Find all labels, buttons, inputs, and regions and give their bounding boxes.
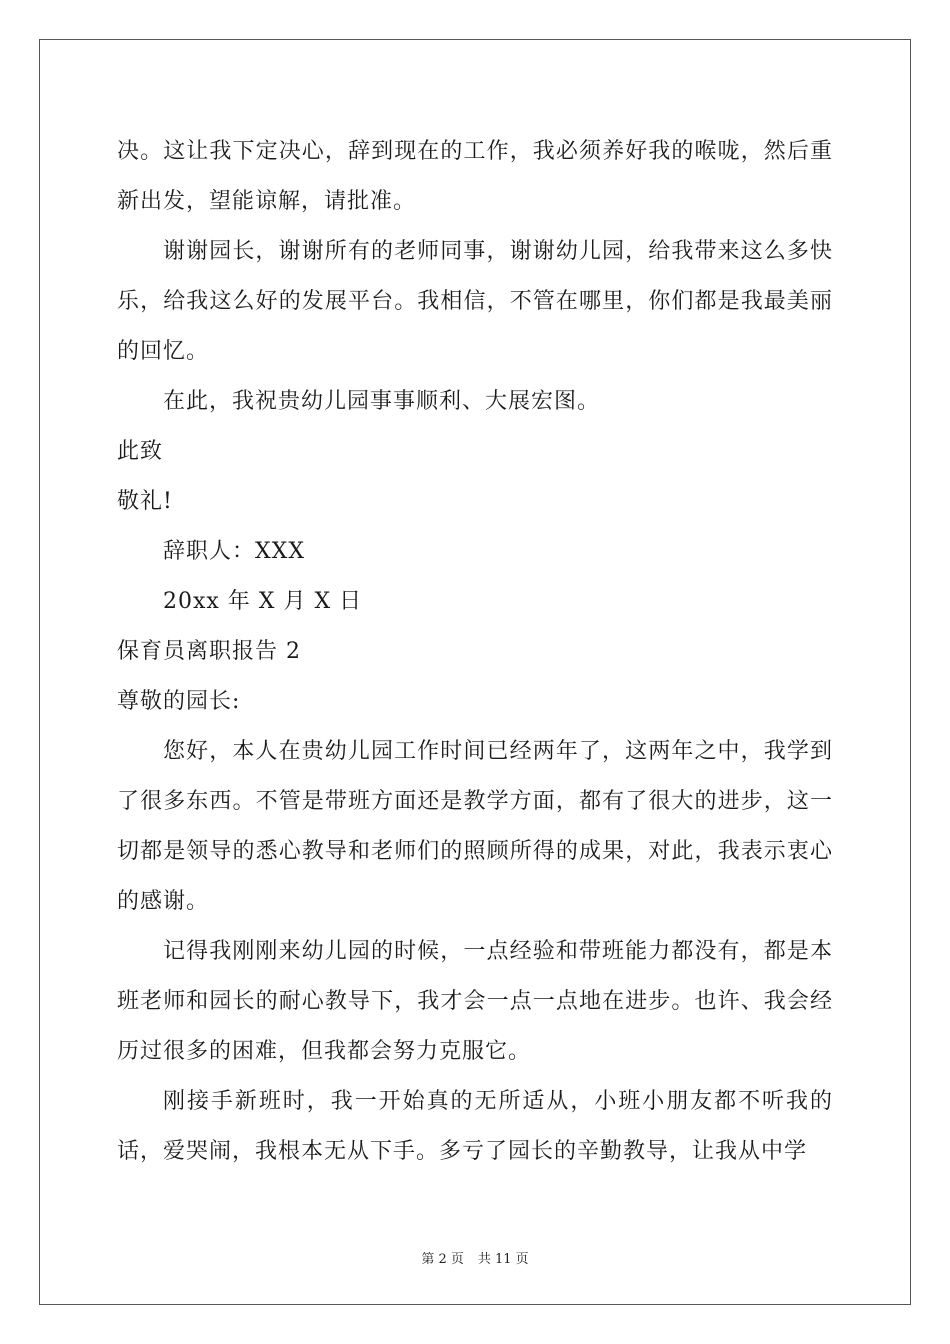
greeting: 尊敬的园长: (117, 689, 241, 714)
signature-line: 辞职人：XXX (163, 539, 305, 564)
paragraph-3: 在此，我祝贵幼儿园事事顺利、大展宏图。 (163, 389, 601, 414)
date-line: 20xx 年 X 月 X 日 (163, 589, 363, 614)
page-number: 第 2 页 (421, 1252, 464, 1267)
page-footer (0, 1248, 950, 1267)
section-title: 保育员离职报告 2 (117, 639, 301, 664)
paragraph-2: 谢谢园长，谢谢所有的老师同事，谢谢幼儿园，给我带来这么多快乐，给我这么好的发展平台。我相信，不管在哪里，你们都是我最美丽的回忆。 (117, 239, 833, 364)
paragraph-1: 决。这让我下定决心，辞到现在的工作，我必须养好我的喉咙，然后重新出发，望能谅解，请批准。 (117, 139, 833, 214)
document-body (117, 127, 833, 1177)
paragraph-10: 您好，本人在贵幼儿园工作时间已经两年了，这两年之中，我学到了很多东西。不管是带班方面还是教学方面，都有了很大的进步，这一切都是领导的悉心教导和老师们的照顾所得的成果，对此，我表示衷心的感谢。 (117, 739, 833, 914)
closing-regards: 敬礼! (117, 489, 173, 514)
paragraph-12: 刚接手新班时，我一开始真的无所适从，小班小朋友都不听我的话，爱哭闹，我根本无从下手。多亏了园长的辛勤教导，让我从中学 (117, 1089, 833, 1164)
closing-salutation: 此致 (117, 439, 164, 464)
paragraph-11: 记得我刚刚来幼儿园的时候，一点经验和带班能力都没有，都是本班老师和园长的耐心教导下，我才会一点一点地在进步。也许、我会经历过很多的困难，但我都会努力克服它。 (117, 939, 833, 1064)
page-total: 共 11 页 (477, 1252, 529, 1267)
